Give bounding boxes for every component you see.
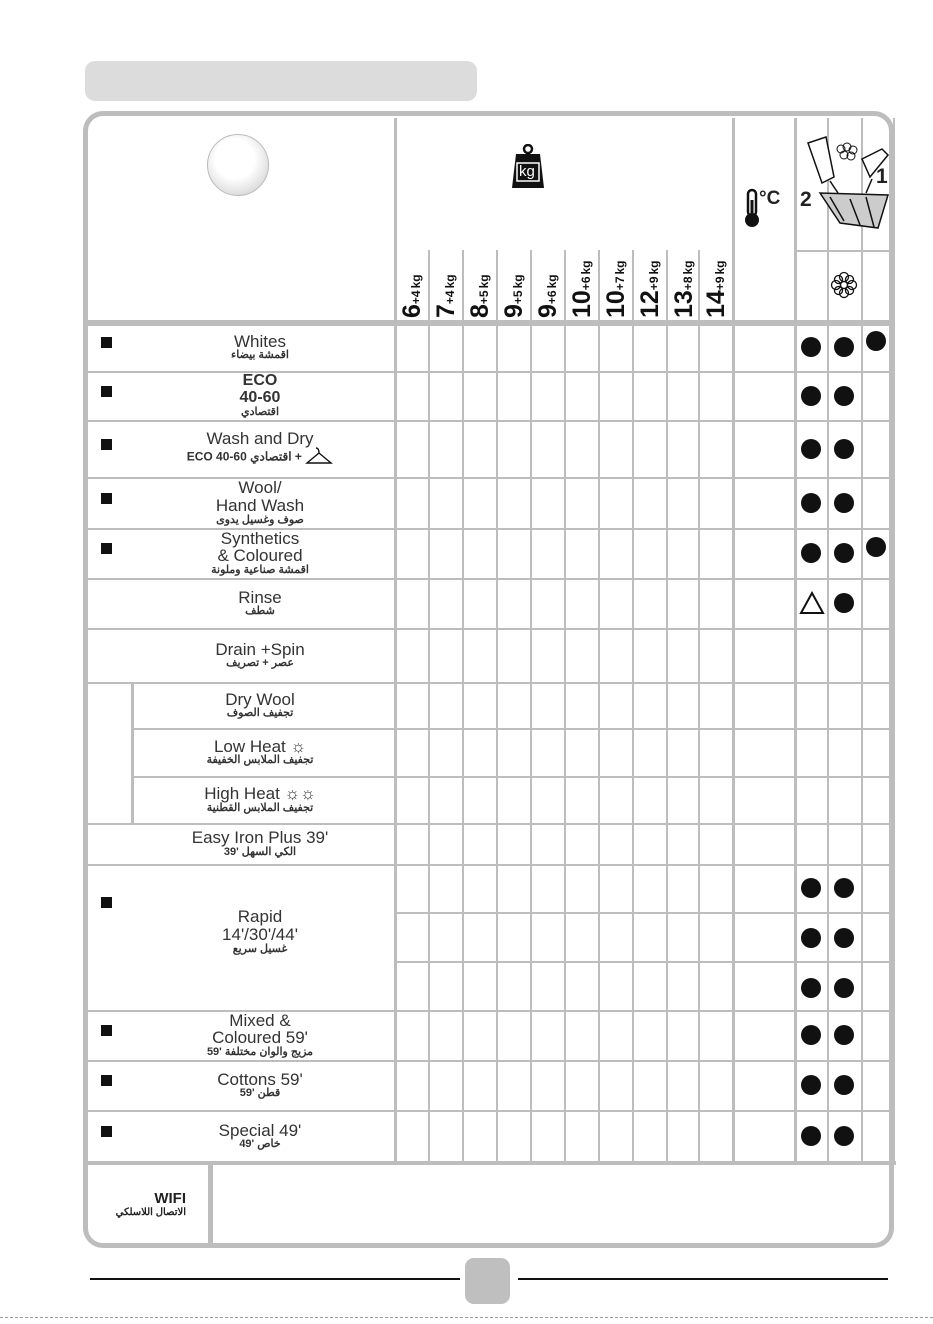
column-divider [564,250,566,1162]
indicator-dot [834,1126,854,1146]
program-label [150,479,370,526]
footer-rule-right [518,1278,888,1280]
program-name-arabic: تجفيف الصوف [226,707,294,720]
program-name-arabic: شطف [245,605,275,618]
capacity-main: 9 [500,304,528,318]
row-divider [88,578,893,580]
compartment-2-label: 2 [800,188,812,211]
program-name-arabic: تجفيف الملابس الخفيفة [206,754,314,767]
program-name: Dry Wool [225,689,295,709]
indicator-dot [801,337,821,357]
footer-rule-left [90,1278,460,1280]
hanger-icon [305,454,333,468]
indicator-dot [834,878,854,898]
capacity-label-10+6 [568,260,597,318]
capacity-label-7+4 [432,274,461,318]
column-divider [598,250,600,1162]
program-name-arabic: اقمشة صناعية وملونة [211,564,309,577]
program-bullet [101,543,112,554]
row-divider [88,1060,893,1062]
capacity-label-9+6 [534,274,563,318]
column-divider [666,250,668,1162]
program-name-arabic: تجفيف الملابس القطنية [206,801,314,814]
program-label [150,589,370,618]
capacity-main: 6 [398,304,426,318]
indicator-dot [834,928,854,948]
softener-flower-icon [829,270,859,300]
column-divider [496,250,498,1162]
column-divider [462,250,464,1162]
rapid-subrow-divider [394,961,893,963]
program-bullet [101,1126,112,1137]
indicator-dot [801,928,821,948]
program-name-arabic: اقمشة بيضاء [231,349,289,362]
program-name-arabic: 39' الكي السهل [223,845,297,858]
column-divider [394,118,397,1162]
program-name: Synthetics [220,528,300,548]
program-label [150,1122,370,1151]
program-name: Rinse [238,587,282,607]
capacity-main: 12 [636,290,664,318]
capacity-unit: kg [511,274,525,289]
row-divider [88,864,893,866]
indicator-dot [834,978,854,998]
column-divider [632,250,634,1162]
weight-icon [510,144,546,190]
program-label [150,530,370,577]
capacity-extra: +4 [409,290,423,305]
capacity-extra: +9 [647,276,661,291]
indicator-dot [801,1025,821,1045]
capacity-unit: kg [713,260,727,275]
dryer-group-divider [131,684,134,824]
capacity-extra: +6 [579,276,593,291]
indicator-dot [801,1075,821,1095]
program-name-arabic: غسيل سريع [232,942,288,955]
capacity-extra: +8 [681,276,695,291]
program-name: Whites [234,331,286,351]
indicator-dot [801,1126,821,1146]
wifi-label-ar: الاتصال اللاسلكي [115,1207,186,1218]
indicator-dot [866,537,886,557]
capacity-unit: kg [613,260,627,275]
capacity-unit: kg [647,260,661,275]
wifi-label [100,1190,186,1218]
indicator-dot [801,543,821,563]
capacity-extra: +9 [713,276,727,291]
program-label [150,785,370,814]
column-divider [428,250,430,1162]
indicator-dot [834,1075,854,1095]
indicator-dot [834,593,854,613]
wifi-divider [208,1164,213,1244]
capacity-extra: +4 [443,290,457,305]
capacity-unit: kg [409,274,423,289]
indicator-dot [834,1025,854,1045]
footer-top-rule [88,1161,896,1165]
indicator-dot [834,386,854,406]
capacity-main: 8 [466,304,494,318]
indicator-dot [801,878,821,898]
weight-unit-label: kg [519,163,535,180]
capacity-main: 7 [432,304,460,318]
indicator-dot [801,978,821,998]
program-name: High Heat ☼☼ [204,784,316,803]
program-name: Easy Iron Plus 39' [191,828,329,847]
capacity-label-8+5 [466,274,495,318]
capacity-main: 10 [568,290,596,318]
program-name: ECO [242,372,278,389]
program-name-arabic: اقتصادي [240,405,280,418]
column-divider [893,118,895,1162]
temperature-unit: °C [759,188,781,209]
column-divider [861,118,863,1162]
indicator-dot [801,386,821,406]
program-name-arabic: 59' مزيج والوان مختلفة [206,1046,314,1059]
program-name: 40-60 [239,388,281,406]
program-label [150,829,370,858]
column-divider [698,250,700,1162]
indicator-dot [834,439,854,459]
program-name: Wool/ [238,478,282,497]
program-knob-icon [207,134,269,196]
detergent-drawer-icon [800,133,892,237]
capacity-main: 14 [702,290,730,318]
program-name: Drain +Spin [215,639,305,659]
wifi-label-en: WIFI [154,1190,186,1207]
compartment-1-label: 1 [876,165,888,188]
program-name: Special 49' [218,1120,302,1140]
capacity-label-14+9 [702,260,731,318]
program-label [150,738,370,767]
capacity-unit: kg [545,274,559,289]
program-bullet [101,337,112,348]
cut-line [0,1317,933,1318]
temperature-icon [742,188,782,230]
indicator-dot [866,331,886,351]
indicator-dot [801,439,821,459]
program-bullet [101,386,112,397]
column-divider [530,250,532,1162]
program-label [150,691,370,720]
program-name: 14'/30'/44' [222,924,298,944]
row-divider [88,628,893,630]
program-bullet [101,439,112,450]
capacity-unit: kg [579,260,593,275]
capacity-extra: +7 [613,276,627,291]
capacity-unit: kg [477,274,491,289]
row-divider [133,776,893,778]
program-name-arabic: صوف وغسيل يدوى [216,513,304,526]
program-name: Coloured 59' [212,1028,308,1048]
row-divider [88,420,893,422]
rapid-subrow-divider [394,912,893,914]
program-label [150,641,370,670]
capacity-extra: +6 [545,290,559,305]
indicator-dot [834,337,854,357]
capacity-unit: kg [681,260,695,275]
indicator-dot [834,493,854,513]
indicator-dot [801,493,821,513]
row-divider [88,323,893,326]
capacity-extra: +5 [511,290,525,305]
program-name: Wash and Dry [206,428,314,448]
program-name-arabic: 59' قطن [239,1087,281,1100]
capacity-main: 10 [602,290,630,318]
section-title-bar [85,61,477,101]
program-label [150,373,370,418]
program-bullet [101,1025,112,1036]
capacity-label-6+4 [398,274,427,318]
indicator-dot [834,543,854,563]
program-name: Rapid [237,907,283,926]
capacity-unit: kg [443,274,457,289]
program-name: Mixed & [229,1010,291,1030]
capacity-label-12+9 [636,260,665,318]
row-divider [88,823,893,825]
program-name: & Coloured [217,546,303,566]
capacity-label-10+7 [602,260,631,318]
capacity-extra: +5 [477,290,491,305]
program-bullet [101,493,112,504]
program-bullet [101,1075,112,1086]
row-divider [133,728,893,730]
column-divider [794,118,797,1162]
program-label [150,1071,370,1100]
program-label [150,333,370,362]
program-name: Low Heat ☼ [213,736,307,756]
program-name-arabic: عصر + تصريف [226,657,294,670]
program-subtitle: ECO 40-60 اقتصادي + [150,447,370,468]
program-label [150,908,370,955]
header-divider [794,250,893,252]
capacity-main: 13 [670,290,698,318]
program-label [150,1012,370,1059]
program-name: Cottons 59' [217,1069,303,1089]
program-name-arabic: 49' خاص [239,1138,281,1151]
row-divider [88,1110,893,1112]
page-number-badge [465,1258,510,1304]
program-bullet [101,897,112,908]
column-divider [732,118,735,1162]
capacity-main: 9 [534,304,562,318]
row-divider [88,682,893,684]
capacity-label-13+8 [670,260,699,318]
program-label [150,430,370,468]
program-name: Hand Wash [215,495,305,515]
capacity-label-9+5 [500,274,529,318]
